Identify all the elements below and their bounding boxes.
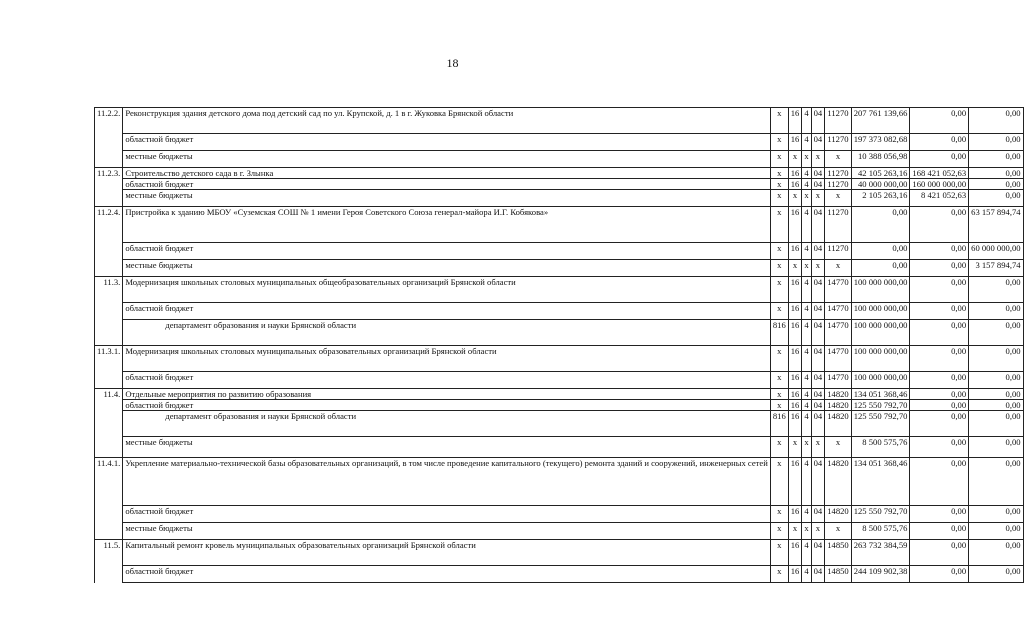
cell-direction: х [825,151,851,168]
item-code: 11.3. [95,277,123,303]
cell-grbs: х [770,540,788,566]
item-name: Пристройка к зданию МБОУ «Суземская СОШ № 1 имени Героя Советского Союза генерал-майора И.Г. Кобякова» [123,207,771,243]
cell-amount-3: 0,00 [969,437,1023,458]
cell-main-event: х [811,437,825,458]
cell-program: 16 [788,506,802,523]
item-code [95,566,123,583]
table-row [95,207,1024,243]
item-name: областной бюджет [123,566,771,583]
cell-main-event: 04 [811,372,825,389]
cell-amount-3: 3 157 894,74 [969,260,1023,277]
cell-subprogram: 4 [802,458,811,506]
cell-main-event: х [811,190,825,207]
item-code [95,303,123,320]
item-code: 11.2.4. [95,207,123,243]
table-row [95,437,1024,458]
table-row [95,389,1024,400]
cell-direction: 14820 [825,506,851,523]
cell-amount-3: 0,00 [969,506,1023,523]
cell-program: 16 [788,400,802,411]
cell-direction: 14770 [825,320,851,346]
cell-main-event: х [811,523,825,540]
cell-amount-1: 10 388 056,98 [851,151,910,168]
cell-amount-2: 168 421 052,63 [910,168,969,179]
cell-amount-3: 0,00 [969,540,1023,566]
item-name: областной бюджет [123,303,771,320]
cell-amount-1: 197 373 082,68 [851,134,910,151]
cell-main-event: 04 [811,320,825,346]
cell-amount-1: 0,00 [851,260,910,277]
table-row [95,346,1024,372]
cell-direction: 11270 [825,168,851,179]
cell-amount-3: 0,00 [969,523,1023,540]
cell-direction: 14850 [825,566,851,583]
cell-grbs: х [770,523,788,540]
cell-amount-2: 0,00 [910,243,969,260]
cell-amount-1: 125 550 792,70 [851,411,910,437]
item-name: департамент образования и науки Брянской области [123,320,771,346]
cell-amount-1: 134 051 368,46 [851,458,910,506]
cell-amount-3: 0,00 [969,108,1023,134]
cell-amount-3: 0,00 [969,400,1023,411]
table-row [95,566,1024,583]
cell-program: 16 [788,458,802,506]
cell-subprogram: х [802,523,811,540]
item-name: местные бюджеты [123,523,771,540]
cell-grbs: 816 [770,320,788,346]
cell-main-event: 04 [811,458,825,506]
cell-amount-3: 0,00 [969,566,1023,583]
cell-program: 16 [788,389,802,400]
cell-amount-2: 0,00 [910,523,969,540]
table-row [95,134,1024,151]
cell-main-event: 04 [811,108,825,134]
table-row [95,260,1024,277]
table-row [95,190,1024,207]
cell-direction: 14770 [825,372,851,389]
cell-direction: 11270 [825,243,851,260]
cell-program: 16 [788,207,802,243]
cell-amount-1: 100 000 000,00 [851,303,910,320]
item-name: Отдельные мероприятия по развитию образования [123,389,771,400]
item-code [95,243,123,260]
cell-subprogram: 4 [802,179,811,190]
cell-amount-2: 0,00 [910,134,969,151]
cell-subprogram: 4 [802,346,811,372]
cell-amount-2: 0,00 [910,400,969,411]
budget-table [94,107,1024,583]
item-code [95,320,123,346]
cell-grbs: х [770,389,788,400]
cell-program: 16 [788,566,802,583]
cell-subprogram: 4 [802,411,811,437]
item-name: областной бюджет [123,134,771,151]
cell-main-event: 04 [811,207,825,243]
cell-subprogram: 4 [802,108,811,134]
item-name: областной бюджет [123,372,771,389]
cell-grbs: х [770,303,788,320]
cell-grbs: х [770,400,788,411]
cell-program: х [788,523,802,540]
cell-grbs: х [770,566,788,583]
item-name: Модернизация школьных столовых муниципальных общеобразовательных организаций Брянской области [123,277,771,303]
cell-program: х [788,437,802,458]
cell-program: 16 [788,372,802,389]
cell-amount-2: 0,00 [910,540,969,566]
cell-amount-2: 160 000 000,00 [910,179,969,190]
cell-main-event: х [811,151,825,168]
table-row [95,400,1024,411]
cell-grbs: х [770,134,788,151]
cell-main-event: 04 [811,134,825,151]
cell-direction: 11270 [825,179,851,190]
cell-main-event: 04 [811,389,825,400]
table-row [95,540,1024,566]
cell-main-event: 04 [811,179,825,190]
cell-subprogram: х [802,437,811,458]
cell-amount-3: 0,00 [969,389,1023,400]
cell-program: х [788,190,802,207]
cell-subprogram: х [802,260,811,277]
cell-grbs: х [770,190,788,207]
cell-amount-1: 42 105 263,16 [851,168,910,179]
cell-subprogram: 4 [802,506,811,523]
cell-direction: 14770 [825,277,851,303]
cell-program: 16 [788,303,802,320]
cell-amount-1: 8 500 575,76 [851,523,910,540]
cell-amount-3: 0,00 [969,277,1023,303]
page-number: 18 [446,56,459,70]
item-name: департамент образования и науки Брянской области [123,411,771,437]
cell-grbs: х [770,277,788,303]
cell-subprogram: 4 [802,320,811,346]
cell-amount-2: 0,00 [910,207,969,243]
cell-amount-1: 8 500 575,76 [851,437,910,458]
item-name: местные бюджеты [123,190,771,207]
cell-direction: 14820 [825,411,851,437]
cell-amount-1: 100 000 000,00 [851,277,910,303]
item-name: областной бюджет [123,243,771,260]
cell-grbs: х [770,458,788,506]
cell-subprogram: х [802,151,811,168]
cell-amount-3: 0,00 [969,411,1023,437]
table-row [95,108,1024,134]
cell-amount-3: 63 157 894,74 [969,207,1023,243]
cell-program: 16 [788,346,802,372]
cell-amount-3: 0,00 [969,346,1023,372]
item-name: Укрепление материально-технической базы образовательных организаций, в том числе проведение капитального (текущего) ремонта зданий и сооружений, инженерных сетей [123,458,771,506]
cell-direction: х [825,190,851,207]
cell-amount-3: 0,00 [969,320,1023,346]
table-row [95,168,1024,179]
cell-program: 16 [788,243,802,260]
table-row [95,458,1024,506]
cell-subprogram: 4 [802,277,811,303]
cell-amount-2: 0,00 [910,277,969,303]
table-row [95,151,1024,168]
cell-amount-1: 125 550 792,70 [851,506,910,523]
cell-subprogram: 4 [802,372,811,389]
cell-amount-3: 0,00 [969,303,1023,320]
cell-amount-1: 0,00 [851,243,910,260]
cell-amount-2: 0,00 [910,389,969,400]
cell-amount-1: 134 051 368,46 [851,389,910,400]
item-code: 11.4. [95,389,123,400]
cell-program: 16 [788,179,802,190]
table-row [95,277,1024,303]
cell-amount-2: 0,00 [910,506,969,523]
cell-main-event: 04 [811,243,825,260]
cell-main-event: 04 [811,400,825,411]
cell-amount-1: 0,00 [851,207,910,243]
cell-amount-2: 0,00 [910,303,969,320]
cell-main-event: 04 [811,566,825,583]
cell-amount-1: 40 000 000,00 [851,179,910,190]
cell-amount-2: 0,00 [910,437,969,458]
cell-direction: 14820 [825,400,851,411]
cell-subprogram: 4 [802,168,811,179]
cell-grbs: х [770,372,788,389]
item-code: 11.4.1. [95,458,123,506]
cell-program: 16 [788,411,802,437]
item-code: 11.2.3. [95,168,123,179]
item-code [95,523,123,540]
cell-main-event: х [811,260,825,277]
cell-amount-2: 0,00 [910,566,969,583]
item-code [95,179,123,190]
cell-direction: 14770 [825,346,851,372]
cell-amount-3: 0,00 [969,179,1023,190]
cell-amount-2: 0,00 [910,372,969,389]
table-row [95,320,1024,346]
cell-amount-3: 0,00 [969,134,1023,151]
cell-amount-2: 0,00 [910,108,969,134]
table-row [95,303,1024,320]
cell-program: 16 [788,108,802,134]
item-code [95,190,123,207]
cell-subprogram: 4 [802,566,811,583]
cell-main-event: 04 [811,277,825,303]
item-name: Модернизация школьных столовых муниципальных образовательных организаций Брянской области [123,346,771,372]
item-name: Реконструкция здания детского дома под детский сад по ул. Крупской, д. 1 в г. Жуковка Брянской области [123,108,771,134]
cell-grbs: х [770,168,788,179]
cell-main-event: 04 [811,506,825,523]
item-name: местные бюджеты [123,260,771,277]
cell-direction: 11270 [825,134,851,151]
cell-amount-1: 100 000 000,00 [851,346,910,372]
cell-direction: х [825,437,851,458]
cell-direction: 14820 [825,458,851,506]
cell-program: 16 [788,134,802,151]
item-code: 11.2.2. [95,108,123,134]
item-name: областной бюджет [123,179,771,190]
cell-grbs: х [770,151,788,168]
cell-direction: 14850 [825,540,851,566]
cell-program: 16 [788,540,802,566]
cell-direction: 11270 [825,108,851,134]
cell-subprogram: 4 [802,243,811,260]
item-code [95,411,123,437]
cell-amount-1: 100 000 000,00 [851,372,910,389]
cell-amount-1: 2 105 263,16 [851,190,910,207]
table-row [95,243,1024,260]
cell-main-event: 04 [811,168,825,179]
cell-amount-1: 207 761 139,66 [851,108,910,134]
cell-grbs: х [770,437,788,458]
cell-subprogram: 4 [802,400,811,411]
table-row [95,506,1024,523]
item-code [95,260,123,277]
item-name: Строительство детского сада в г. Злынка [123,168,771,179]
cell-amount-2: 0,00 [910,260,969,277]
cell-direction: х [825,260,851,277]
cell-amount-2: 8 421 052,63 [910,190,969,207]
cell-program: х [788,260,802,277]
table-row [95,372,1024,389]
cell-direction: 11270 [825,207,851,243]
item-name: Капитальный ремонт кровель муниципальных образовательных организаций Брянской области [123,540,771,566]
cell-direction: х [825,523,851,540]
cell-amount-1: 125 550 792,70 [851,400,910,411]
cell-amount-2: 0,00 [910,458,969,506]
table-row [95,523,1024,540]
item-code [95,437,123,458]
item-name: местные бюджеты [123,437,771,458]
cell-subprogram: 4 [802,389,811,400]
cell-subprogram: 4 [802,134,811,151]
item-name: областной бюджет [123,506,771,523]
cell-amount-3: 0,00 [969,168,1023,179]
cell-grbs: х [770,506,788,523]
item-code: 11.3.1. [95,346,123,372]
cell-amount-1: 100 000 000,00 [851,320,910,346]
table-row [95,179,1024,190]
cell-subprogram: 4 [802,540,811,566]
item-name: местные бюджеты [123,151,771,168]
item-code [95,506,123,523]
cell-amount-3: 60 000 000,00 [969,243,1023,260]
cell-subprogram: 4 [802,207,811,243]
cell-direction: 14770 [825,303,851,320]
cell-amount-2: 0,00 [910,346,969,372]
cell-amount-1: 263 732 384,59 [851,540,910,566]
cell-amount-2: 0,00 [910,151,969,168]
cell-grbs: 816 [770,411,788,437]
cell-main-event: 04 [811,303,825,320]
cell-amount-3: 0,00 [969,458,1023,506]
cell-grbs: х [770,207,788,243]
cell-main-event: 04 [811,540,825,566]
cell-main-event: 04 [811,411,825,437]
item-code: 11.5. [95,540,123,566]
cell-amount-2: 0,00 [910,411,969,437]
cell-grbs: х [770,260,788,277]
item-name: областной бюджет [123,400,771,411]
cell-program: 16 [788,320,802,346]
cell-program: 16 [788,277,802,303]
item-code [95,134,123,151]
cell-grbs: х [770,346,788,372]
cell-grbs: х [770,108,788,134]
cell-amount-3: 0,00 [969,190,1023,207]
cell-amount-1: 244 109 902,38 [851,566,910,583]
cell-program: 16 [788,168,802,179]
cell-amount-2: 0,00 [910,320,969,346]
cell-amount-3: 0,00 [969,151,1023,168]
cell-grbs: х [770,243,788,260]
cell-amount-3: 0,00 [969,372,1023,389]
item-code [95,400,123,411]
table-row [95,411,1024,437]
cell-grbs: х [770,179,788,190]
cell-program: х [788,151,802,168]
cell-main-event: 04 [811,346,825,372]
cell-subprogram: х [802,190,811,207]
item-code [95,372,123,389]
item-code [95,151,123,168]
cell-subprogram: 4 [802,303,811,320]
cell-direction: 14820 [825,389,851,400]
